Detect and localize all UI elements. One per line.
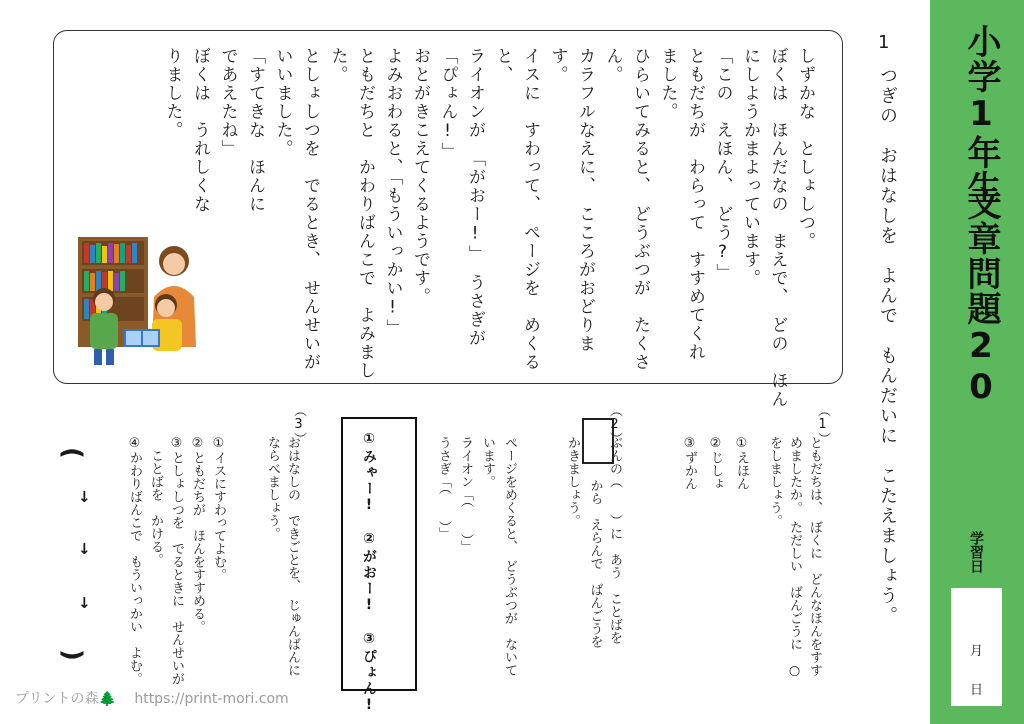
study-date-label: 学習日 — [968, 531, 984, 573]
order-close-paren: ) — [56, 649, 87, 661]
story-line: ライオンが 「がおー!」 うさぎが — [465, 47, 485, 348]
story-line: りました。 — [162, 47, 183, 140]
q1-option[interactable]: ③ずかん — [682, 436, 697, 490]
q3-label: （3） — [291, 404, 306, 445]
q2-prompt — [432, 436, 520, 677]
q2-label: （2） — [607, 404, 622, 445]
q3-option: ①イスにすわってよむ。 — [211, 436, 226, 581]
q2-prompt-line: ページをめくると、 どうぶつが ないて — [502, 436, 517, 677]
story-line: ともだちと かわりばんこで よみまし — [355, 47, 375, 380]
story-line: 「ぴょん!」 — [437, 47, 458, 161]
story-line: いいました。 — [272, 47, 293, 158]
story-line: ぼくは うれしくな — [190, 47, 210, 214]
q2-blank-before: ぶんの（ ）に あう ことばを — [607, 436, 622, 644]
order-arrow: ↓ — [78, 488, 91, 506]
story-line: よみおわると、「もういっかい!」 — [382, 47, 403, 338]
q1-option[interactable]: ①えほん — [734, 436, 749, 490]
story-line: ました。 — [657, 47, 678, 121]
story-line: ぼくは ほんだなの まえで、 どの ほん — [767, 47, 788, 409]
q1-label: （1） — [815, 404, 830, 445]
footer-brand: プリントの森🌲 — [15, 691, 116, 707]
q2-answer-box[interactable] — [582, 418, 614, 464]
q2-prompt-line: います。 — [480, 436, 495, 488]
q3-prompt — [262, 436, 302, 677]
choice-box — [341, 417, 417, 715]
q1-options — [676, 436, 754, 490]
q2-prompt-line: うさぎ「（ ）」 — [436, 436, 451, 540]
worksheet-sub-title: 文章問題20 — [961, 186, 1001, 408]
q3-option: ④かわりばんこで もういっかい よむ。 — [127, 436, 142, 685]
day-label: 日 — [969, 683, 983, 698]
q3-option: ②ともだちが ほんをすすめる。 — [190, 436, 205, 633]
story-line: す。 — [547, 47, 568, 84]
story-line: ん。 — [602, 47, 623, 84]
choice-text: ①みゃー! ②がおー! ③ぴょん! — [361, 431, 377, 715]
footer-url[interactable]: https://print-mori.com — [134, 691, 289, 707]
q3-option: ③としょしつを でるときに せんせいが — [169, 436, 184, 685]
footer — [15, 688, 289, 708]
story-line: にしようかまよっています。 — [740, 47, 760, 288]
study-date-field[interactable] — [951, 588, 1002, 706]
story-line: た。 — [327, 47, 348, 84]
q2-prompt-line: ライオン「（ ）」 — [458, 436, 473, 553]
worksheet-grade-title: 小学1年生 — [961, 24, 1001, 205]
q1-prompt — [764, 436, 824, 679]
story-line: おとがきこえてくるようです。 — [410, 47, 430, 306]
story-line: と、 — [492, 47, 513, 84]
story-line: ひらいてみると、 どうぶつが たくさ — [630, 47, 650, 372]
order-open-paren: ( — [56, 447, 87, 459]
instruction-text: つぎの おはなしを よんで もんだいに こたえましょう。 — [877, 66, 898, 626]
order-arrow: ↓ — [78, 540, 91, 558]
q1-option[interactable]: ②じしょ — [708, 436, 723, 490]
month-label: 月 — [969, 644, 983, 659]
story-line: であえたね」 — [217, 47, 238, 158]
story-line: 「この えほん、 どう?」 — [712, 47, 733, 282]
q3-prompt-line: おはなしの できごとを、 じゅんばんに — [285, 436, 300, 677]
story-line: 「すてきな ほんに — [245, 47, 265, 214]
q2-blank-after: から えらんで ばんごうを — [587, 479, 603, 648]
story-line: カラフルなえに、 こころがおどりま — [575, 47, 595, 353]
q2-last-line: かきましょう。 — [565, 436, 580, 527]
story-box — [53, 30, 843, 409]
story-text — [158, 47, 818, 409]
question-number: 1 — [878, 32, 890, 53]
story-line: ともだちが わらって すすめてくれ — [685, 47, 705, 362]
q1-prompt-line: ともだちは、 ぼくに どんなほんをすす — [807, 436, 822, 677]
story-line: としょしつを でるとき、 せんせいが — [300, 47, 320, 372]
q2-answer-box-line — [582, 418, 614, 648]
q1-prompt-line: をしましょう。 — [767, 436, 782, 527]
story-line: イスに すわって、 ページを めくる — [520, 47, 540, 372]
story-line: しずかな としょしつ。 — [795, 47, 815, 251]
order-arrow: ↓ — [78, 594, 91, 612]
q3-prompt-line: ならべましょう。 — [265, 436, 280, 540]
q1-prompt-line: めましたか。 ただしい ばんごうに ○ — [787, 436, 802, 679]
q3-option: ことばを かける。 — [148, 436, 163, 566]
library-illustration — [78, 237, 208, 367]
q3-options — [124, 436, 229, 685]
